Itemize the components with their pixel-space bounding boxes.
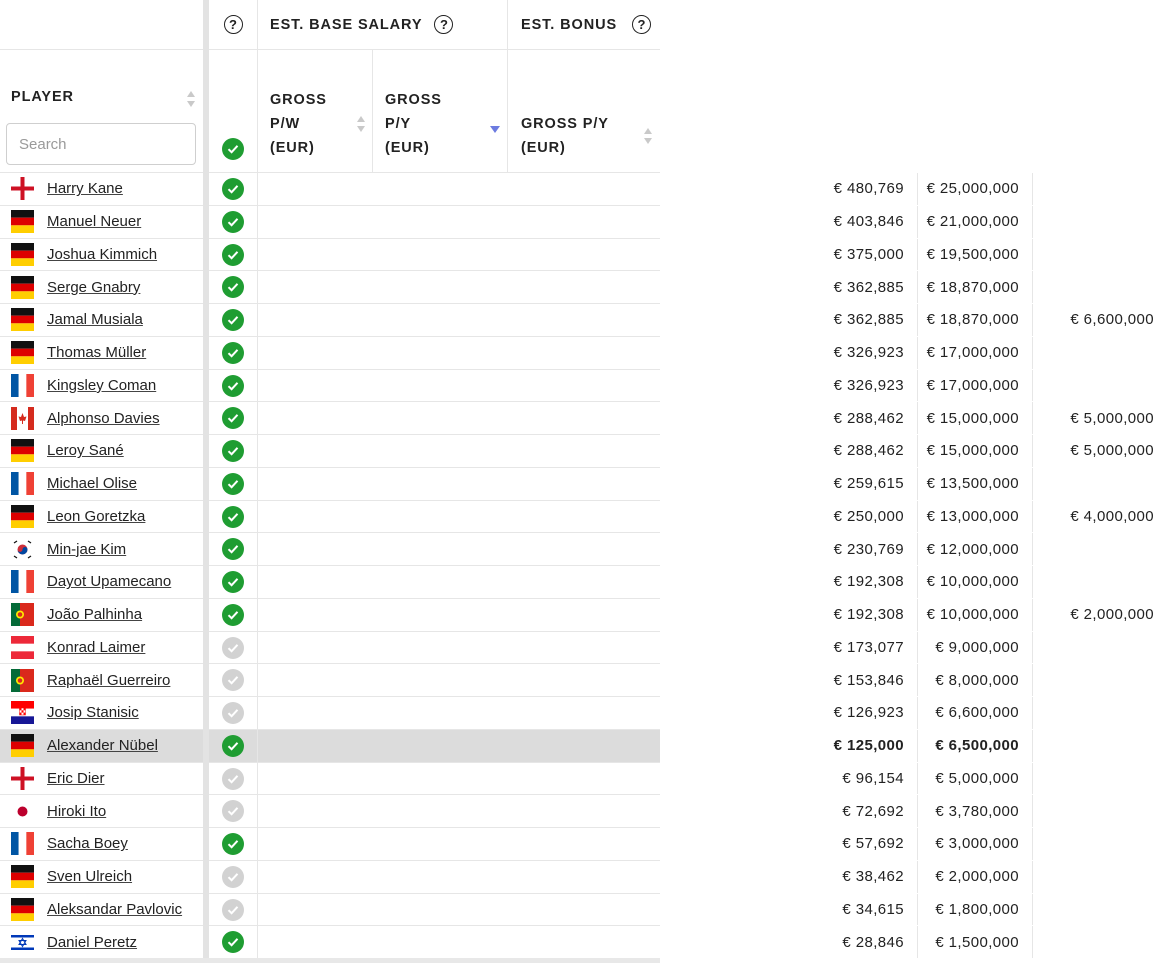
- help-icon[interactable]: ?: [434, 15, 453, 34]
- player-name-link[interactable]: Alphonso Davies: [47, 409, 160, 427]
- player-name-link[interactable]: Jamal Musiala: [47, 311, 143, 329]
- player-name-link[interactable]: João Palhinha: [47, 606, 143, 624]
- sort-icon[interactable]: [357, 116, 365, 134]
- verified-cell: [209, 435, 258, 467]
- verified-cell: [209, 632, 258, 664]
- sort-icon[interactable]: [644, 128, 652, 146]
- gross-pw-cell: € 173,077: [258, 632, 918, 664]
- table-row: [0, 566, 1019, 599]
- header-bonus-py[interactable]: [508, 50, 660, 173]
- flag-germany-icon: [11, 734, 34, 757]
- verified-cell: [209, 501, 258, 533]
- player-name-link[interactable]: Kingsley Coman: [47, 376, 157, 394]
- sort-descending-icon[interactable]: [490, 126, 500, 133]
- verified-cell: [209, 533, 258, 565]
- player-cell: [0, 337, 203, 369]
- verified-cell: [209, 763, 258, 795]
- table-row: [0, 828, 1019, 861]
- gross-pw-cell: € 403,846: [258, 206, 918, 238]
- flag-portugal-icon: [11, 603, 34, 626]
- player-name-link[interactable]: Sacha Boey: [47, 835, 128, 853]
- check-icon: [222, 244, 244, 266]
- check-icon: [222, 506, 244, 528]
- verified-cell: [209, 828, 258, 860]
- gross-py-cell: € 8,000,000: [373, 664, 1033, 696]
- player-cell: [0, 468, 203, 500]
- player-name-link[interactable]: Joshua Kimmich: [47, 245, 158, 263]
- verified-cell: [209, 664, 258, 696]
- gross-py-cell: € 2,000,000: [373, 861, 1033, 893]
- gross-py-cell: € 6,600,000: [373, 697, 1033, 729]
- verified-cell: [209, 730, 258, 762]
- gross-pw-cell: € 38,462: [258, 861, 918, 893]
- flag-korea-icon: [11, 538, 34, 561]
- help-icon[interactable]: ?: [224, 15, 243, 34]
- bonus-py-cell: [508, 173, 1168, 205]
- check-icon: [222, 571, 244, 593]
- player-name-link[interactable]: Leon Goretzka: [47, 507, 146, 525]
- gross-py-label: GROSS P/Y (EUR): [385, 92, 442, 156]
- check-icon-unverified: [222, 702, 244, 724]
- check-icon: [222, 138, 244, 160]
- gross-py-cell: € 5,000,000: [373, 763, 1033, 795]
- bonus-py-cell: [508, 664, 1168, 696]
- gross-py-cell: € 1,800,000: [373, 894, 1033, 926]
- verified-cell: [209, 337, 258, 369]
- gross-py-cell: € 17,000,000: [373, 370, 1033, 402]
- gross-pw-cell: € 72,692: [258, 795, 918, 827]
- flag-england-icon: [11, 767, 34, 790]
- gross-pw-cell: € 192,308: [258, 566, 918, 598]
- table-row: [0, 304, 1154, 337]
- player-name-link[interactable]: Min-jae Kim: [47, 540, 127, 558]
- gross-pw-cell: € 362,885: [258, 304, 918, 336]
- sort-icon[interactable]: [187, 91, 195, 109]
- bonus-py-cell: [508, 763, 1168, 795]
- bonus-py-cell: € 2,000,000: [1070, 606, 1154, 624]
- verified-cell: [209, 468, 258, 500]
- gross-pw-cell: € 57,692: [258, 828, 918, 860]
- bonus-py-cell: [508, 926, 1168, 958]
- bonus-py-cell: [508, 828, 1168, 860]
- flag-france-icon: [11, 374, 34, 397]
- table-row: [0, 795, 1019, 828]
- table-row: [0, 435, 1154, 468]
- verified-cell: [209, 566, 258, 598]
- player-name-link[interactable]: Harry Kane: [47, 180, 123, 198]
- gross-pw-cell: € 362,885: [258, 271, 918, 303]
- header-base-salary: [258, 0, 508, 50]
- table-header: [0, 0, 660, 173]
- player-cell: [0, 370, 203, 402]
- gross-py-cell: € 25,000,000: [373, 173, 1033, 205]
- gross-py-cell: € 9,000,000: [373, 632, 1033, 664]
- gross-pw-cell: € 250,000: [258, 501, 918, 533]
- player-cell: [0, 730, 203, 762]
- check-icon: [222, 604, 244, 626]
- check-icon: [222, 407, 244, 429]
- gross-pw-cell: € 28,846: [258, 926, 918, 958]
- gross-py-cell: € 10,000,000: [373, 566, 1033, 598]
- player-name-link[interactable]: Leroy Sané: [47, 442, 124, 460]
- check-icon: [222, 178, 244, 200]
- player-name-link[interactable]: Alexander Nübel: [47, 737, 158, 755]
- gross-py-cell: € 3,780,000: [373, 795, 1033, 827]
- player-cell: [0, 795, 203, 827]
- help-icon[interactable]: ?: [632, 15, 651, 34]
- flag-germany-icon: [11, 898, 34, 921]
- check-icon-unverified: [222, 637, 244, 659]
- header-verified-check: [209, 50, 258, 173]
- header-bonus: [508, 0, 660, 50]
- table-row: [0, 501, 1154, 534]
- player-cell: [0, 206, 203, 238]
- gross-py-cell: € 18,870,000: [373, 304, 1033, 336]
- player-cell: [0, 632, 203, 664]
- check-icon: [222, 931, 244, 953]
- bonus-py-label: GROSS P/Y (EUR): [521, 116, 609, 156]
- table-row: [0, 370, 1019, 403]
- gross-py-cell: € 3,000,000: [373, 828, 1033, 860]
- bonus-py-cell: [508, 337, 1168, 369]
- check-icon: [222, 375, 244, 397]
- bonus-py-cell: [508, 566, 1168, 598]
- gross-pw-cell: € 153,846: [258, 664, 918, 696]
- gross-pw-cell: € 375,000: [258, 239, 918, 271]
- player-cell: [0, 763, 203, 795]
- check-icon: [222, 473, 244, 495]
- gross-pw-cell: € 34,615: [258, 894, 918, 926]
- flag-germany-icon: [11, 308, 34, 331]
- player-cell: [0, 173, 203, 205]
- table-row: [0, 271, 1019, 304]
- gross-pw-cell: € 96,154: [258, 763, 918, 795]
- check-icon-unverified: [222, 866, 244, 888]
- flag-austria-icon: [11, 636, 34, 659]
- player-name-link[interactable]: Raphaël Guerreiro: [47, 671, 171, 689]
- gross-py-cell: € 15,000,000: [373, 402, 1033, 434]
- bonus-py-cell: [508, 795, 1168, 827]
- check-icon-unverified: [222, 800, 244, 822]
- gross-py-cell: € 13,000,000: [373, 501, 1033, 533]
- bonus-py-cell: [508, 697, 1168, 729]
- flag-germany-icon: [11, 865, 34, 888]
- player-name-link[interactable]: Thomas Müller: [47, 344, 147, 362]
- table-row: [0, 861, 1019, 894]
- bonus-py-cell: [508, 206, 1168, 238]
- verified-cell: [209, 926, 258, 958]
- flag-canada-icon: [11, 407, 34, 430]
- flag-germany-icon: [11, 505, 34, 528]
- check-icon: [222, 833, 244, 855]
- player-name-link[interactable]: Hiroki Ito: [47, 802, 107, 820]
- player-name-link[interactable]: Manuel Neuer: [47, 213, 142, 231]
- table-row: [0, 206, 1019, 239]
- verified-cell: [209, 795, 258, 827]
- horizontal-scrollbar[interactable]: [0, 958, 660, 963]
- flag-japan-icon: [11, 800, 34, 823]
- bonus-py-cell: [508, 468, 1168, 500]
- header-gross-pw[interactable]: [258, 50, 373, 173]
- flag-germany-icon: [11, 276, 34, 299]
- player-cell: [0, 501, 203, 533]
- flag-germany-icon: [11, 243, 34, 266]
- verified-cell: [209, 206, 258, 238]
- check-icon: [222, 309, 244, 331]
- player-name-link[interactable]: Serge Gnabry: [47, 278, 141, 296]
- player-name-link[interactable]: Konrad Laimer: [47, 638, 146, 656]
- column-divider: [203, 173, 209, 958]
- flag-france-icon: [11, 570, 34, 593]
- table-row: [0, 468, 1019, 501]
- verified-cell: [209, 239, 258, 271]
- verified-cell: [209, 697, 258, 729]
- bonus-py-cell: € 5,000,000: [1070, 442, 1154, 460]
- check-icon: [222, 276, 244, 298]
- flag-england-icon: [11, 177, 34, 200]
- table-row: [0, 239, 1019, 272]
- gross-py-cell: € 21,000,000: [373, 206, 1033, 238]
- table-row: [0, 763, 1019, 796]
- verified-cell: [209, 370, 258, 402]
- verified-cell: [209, 861, 258, 893]
- gross-pw-cell: € 288,462: [258, 402, 918, 434]
- verified-cell: [209, 271, 258, 303]
- bonus-py-cell: € 6,600,000: [1070, 311, 1154, 329]
- table-row: [0, 533, 1019, 566]
- check-icon: [222, 735, 244, 757]
- player-name-link[interactable]: Aleksandar Pavlovic: [47, 900, 183, 918]
- player-name-link[interactable]: Dayot Upamecano: [47, 573, 172, 591]
- gross-pw-cell: € 326,923: [258, 337, 918, 369]
- gross-py-cell: € 10,000,000: [373, 599, 1033, 631]
- bonus-py-cell: [508, 239, 1168, 271]
- flag-france-icon: [11, 832, 34, 855]
- flag-germany-icon: [11, 210, 34, 233]
- verified-cell: [209, 304, 258, 336]
- verified-cell: [209, 402, 258, 434]
- flag-france-icon: [11, 472, 34, 495]
- gross-pw-cell: € 259,615: [258, 468, 918, 500]
- player-cell: [0, 239, 203, 271]
- table-row: [0, 599, 1154, 632]
- player-name-link[interactable]: Michael Olise: [47, 475, 138, 493]
- gross-pw-cell: € 126,923: [258, 697, 918, 729]
- gross-py-cell: € 13,500,000: [373, 468, 1033, 500]
- check-icon: [222, 211, 244, 233]
- flag-israel-icon: [11, 931, 34, 954]
- bonus-py-cell: € 4,000,000: [1070, 507, 1154, 525]
- player-cell: [0, 926, 203, 958]
- base-salary-label: EST. BASE SALARY: [270, 16, 423, 33]
- bonus-py-cell: [508, 894, 1168, 926]
- player-cell: [0, 304, 203, 336]
- header-top-player-blank: [0, 0, 203, 50]
- table-row: [0, 337, 1019, 370]
- bonus-py-cell: € 5,000,000: [1070, 409, 1154, 427]
- player-cell: [0, 402, 203, 434]
- player-cell: [0, 533, 203, 565]
- player-cell: [0, 435, 203, 467]
- player-cell: [0, 828, 203, 860]
- search-input[interactable]: [6, 123, 196, 165]
- player-name-link[interactable]: Daniel Peretz: [47, 933, 138, 951]
- table-row: [0, 894, 1019, 927]
- gross-py-cell: € 19,500,000: [373, 239, 1033, 271]
- verified-cell: [209, 894, 258, 926]
- gross-pw-cell: € 230,769: [258, 533, 918, 565]
- check-icon: [222, 538, 244, 560]
- verified-cell: [209, 599, 258, 631]
- gross-py-cell: € 15,000,000: [373, 435, 1033, 467]
- gross-pw-cell: € 480,769: [258, 173, 918, 205]
- gross-pw-label: GROSS P/W (EUR): [270, 92, 327, 156]
- header-gross-py[interactable]: [373, 50, 508, 173]
- gross-py-cell: € 17,000,000: [373, 337, 1033, 369]
- verified-cell: [209, 173, 258, 205]
- table-row: [0, 664, 1019, 697]
- check-icon: [222, 440, 244, 462]
- flag-germany-icon: [11, 341, 34, 364]
- player-name-link[interactable]: Eric Dier: [47, 769, 105, 787]
- player-cell: [0, 697, 203, 729]
- player-name-link[interactable]: Sven Ulreich: [47, 868, 133, 886]
- check-icon-unverified: [222, 669, 244, 691]
- table-row: [0, 697, 1019, 730]
- gross-py-cell: € 12,000,000: [373, 533, 1033, 565]
- bonus-py-cell: [508, 533, 1168, 565]
- player-cell: [0, 664, 203, 696]
- player-column-label: PLAYER: [11, 89, 74, 105]
- player-cell: [0, 599, 203, 631]
- bonus-py-cell: [508, 730, 1168, 762]
- flag-portugal-icon: [11, 669, 34, 692]
- gross-py-cell: € 6,500,000: [373, 730, 1033, 762]
- table-row: [0, 402, 1154, 435]
- table-row: [0, 730, 1019, 763]
- gross-py-cell: € 1,500,000: [373, 926, 1033, 958]
- player-cell: [0, 271, 203, 303]
- header-top-verified: [209, 0, 258, 50]
- bonus-py-cell: [508, 861, 1168, 893]
- gross-py-cell: € 18,870,000: [373, 271, 1033, 303]
- gross-pw-cell: € 125,000: [258, 730, 918, 762]
- check-icon-unverified: [222, 768, 244, 790]
- table-row: [0, 173, 1019, 206]
- flag-germany-icon: [11, 439, 34, 462]
- check-icon: [222, 342, 244, 364]
- player-cell: [0, 566, 203, 598]
- bonus-py-cell: [508, 271, 1168, 303]
- player-cell: [0, 861, 203, 893]
- gross-pw-cell: € 288,462: [258, 435, 918, 467]
- bonus-py-cell: [508, 370, 1168, 402]
- bonus-py-cell: [508, 632, 1168, 664]
- table-row: [0, 926, 1019, 959]
- player-name-link[interactable]: Josip Stanisic: [47, 704, 139, 722]
- player-cell: [0, 894, 203, 926]
- table-row: [0, 632, 1019, 665]
- gross-pw-cell: € 192,308: [258, 599, 918, 631]
- gross-pw-cell: € 326,923: [258, 370, 918, 402]
- bonus-label: EST. BONUS: [521, 16, 618, 33]
- flag-croatia-icon: [11, 701, 34, 724]
- check-icon-unverified: [222, 899, 244, 921]
